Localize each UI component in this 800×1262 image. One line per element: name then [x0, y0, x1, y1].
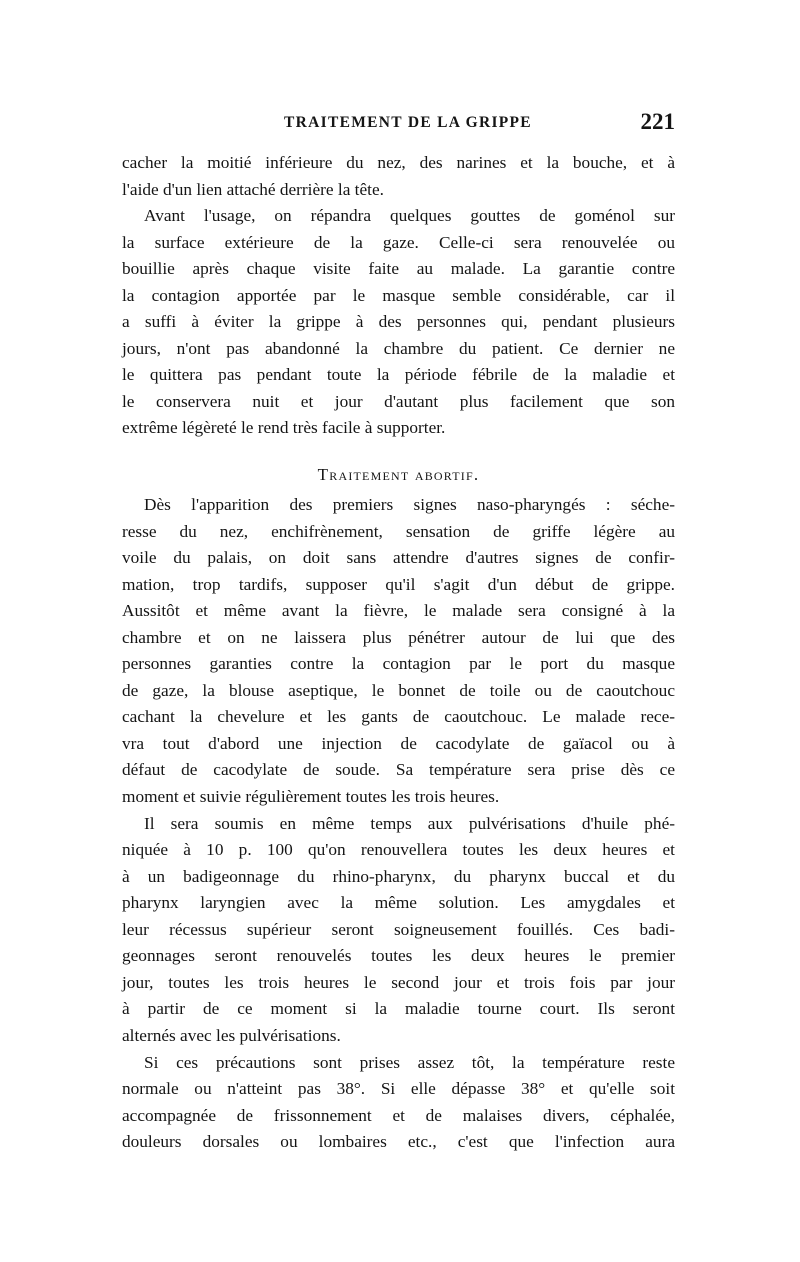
- spacer: [122, 442, 675, 456]
- text-line: à un badigeonnage du rhino-pharynx, du pharynx buccal et du: [122, 866, 675, 886]
- section-heading: Traitement abortif.: [317, 465, 480, 485]
- text-line: douleurs dorsales ou lombaires etc., c'est que l'infection aura: [122, 1132, 675, 1152]
- text-line: de gaze, la blouse aseptique, le bonnet de toile ou de caoutchouc: [122, 680, 675, 700]
- text-line: défaut de cacodylate de soude. Sa température sera prise dès ce: [122, 760, 675, 780]
- text-line: geonnages seront renouvelés toutes les deux heures le premier: [122, 946, 675, 966]
- text-line: Il sera soumis en même temps aux pulvérisations d'huile phé-: [144, 813, 675, 833]
- text-line: niquée à 10 p. 100 qu'on renouvellera toutes les deux heures et: [122, 840, 675, 860]
- text-line: jours, n'ont pas abandonné la chambre du patient. Ce dernier ne: [122, 338, 675, 358]
- text-line: normale ou n'atteint pas 38°. Si elle dépasse 38° et qu'elle soit: [122, 1079, 675, 1099]
- text-line: bouillie après chaque visite faite au malade. La garantie contre: [122, 259, 675, 279]
- text-line: accompagnée de frissonnement et de malaises divers, céphalée,: [122, 1105, 675, 1125]
- text-line: Dès l'apparition des premiers signes naso-pharyngés : séche-: [144, 495, 675, 515]
- text-line: le conservera nuit et jour d'autant plus facilement que son: [122, 391, 675, 411]
- text-line: alternés avec les pulvérisations.: [122, 1025, 341, 1045]
- text-line: vra tout d'abord une injection de cacodylate de gaïacol ou à: [122, 733, 675, 753]
- page-header: [122, 109, 675, 142]
- text-line: la contagion apportée par le masque semble considérable, car il: [122, 285, 675, 305]
- running-title: TRAITEMENT DE LA GRIPPE: [284, 114, 532, 131]
- text-line: leur récessus supérieur seront soigneusement fouillés. Ces badi-: [122, 919, 675, 939]
- text-line: extrême légèreté le rend très facile à supporter.: [122, 418, 446, 438]
- text-line: à partir de ce moment si la maladie tourne court. Ils seront: [122, 999, 675, 1019]
- text-line: le quittera pas pendant toute la période fébrile de la maladie et: [122, 365, 675, 385]
- page-body: [122, 150, 675, 1156]
- text-line: Avant l'usage, on répandra quelques gouttes de goménol sur: [144, 206, 675, 226]
- text-line: la surface extérieure de la gaze. Celle-ci sera renouvelée ou: [122, 232, 675, 252]
- text-line: personnes garanties contre la contagion par le port du masque: [122, 654, 675, 674]
- text-line: jour, toutes les trois heures le second jour et trois fois par jour: [122, 972, 675, 992]
- page-number: 221: [640, 109, 675, 134]
- text-line: chambre et on ne laissera plus pénétrer autour de lui que des: [122, 627, 675, 647]
- text-line: a suffi à éviter la grippe à des personnes qui, pendant plusieurs: [122, 312, 675, 332]
- text-line: moment et suivie régulièrement toutes les trois heures.: [122, 787, 500, 807]
- text-line: resse du nez, enchifrènement, sensation de griffe légère au: [122, 521, 675, 541]
- text-line: cacher la moitié inférieure du nez, des narines et la bouche, et à: [122, 153, 675, 172]
- text-line: cachant la chevelure et les gants de caoutchouc. Le malade rece-: [122, 707, 675, 727]
- text-line: mation, trop tardifs, supposer qu'il s'agit d'un début de grippe.: [122, 574, 675, 594]
- text-line: voile du palais, on doit sans attendre d'autres signes de confir-: [122, 548, 675, 568]
- text-line: Aussitôt et même avant la fièvre, le malade sera consigné à la: [122, 601, 675, 621]
- text-line: l'aide d'un lien attaché derrière la tête.: [122, 179, 384, 199]
- text-line: Si ces précautions sont prises assez tôt, la température reste: [144, 1052, 675, 1072]
- text-line: pharynx laryngien avec la même solution. Les amygdales et: [122, 893, 675, 913]
